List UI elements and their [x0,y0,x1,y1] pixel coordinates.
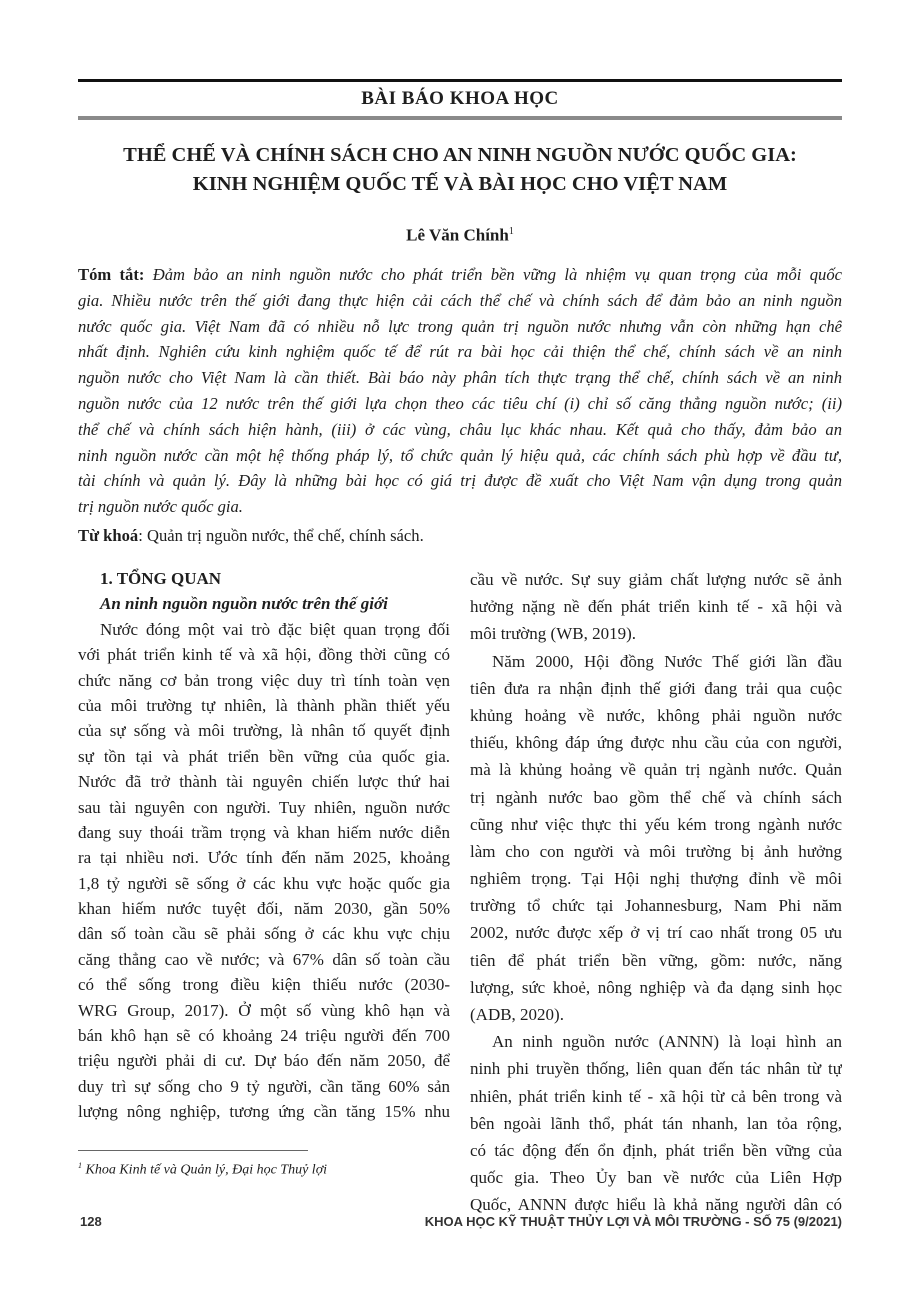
text-line [78,262,842,288]
header-rule-top [78,79,842,82]
text-line: 1,8 tỷ người sẽ sống ở các khu vực hoặc quốc gia [78,873,450,893]
text-line: ninh phi truyền thống, liên quan đến tác nhân từ tự [470,1059,842,1079]
text-line: nhất định. Nghiên cứu kinh nghiệm quốc tế để rút ra bài học cải thiện thể chế, chính sách về an ninh [78,342,842,362]
text-line: nguồn nước cho Việt Nam là cần thiết. Bài báo này phân tích thực trạng thể chế, chính sách về an ninh [78,368,842,388]
journal-name: KHOA HỌC KỸ THUẬT THỦY LỢI VÀ MÔI TRƯỜNG - SỐ 75 (9/2021) [424,1214,842,1229]
text-line: (ADB, 2020). [470,1005,564,1024]
text-line: cũng như việc thực thi yếu kém trong ngành nước [470,814,842,834]
text-line: nhiên, phát triển kinh tế - xã hội từ cả bên trong và [470,1086,842,1106]
footnote-text: Khoa Kinh tế và Quản lý, Đại học Thuỷ lợi [82,1162,328,1178]
author-note-mark: 1 [508,226,514,237]
text-line: đang suy thoái trầm trọng và khan hiếm nước diễn [78,822,450,842]
text-line: bên ngoài lãnh thổ, phát tán nhanh, lan tỏa rộng, [470,1113,842,1133]
text-line: của môi trường tự nhiên, là thành phần thiết yếu [78,695,450,715]
text-line: quốc gia. Theo Ủy ban về nước của Liên Hợp [470,1168,842,1188]
header-rule-bottom [78,116,842,120]
title-line: THỂ CHẾ VÀ CHÍNH SÁCH CHO AN NINH NGUỒN NƯỚC QUỐC GIA: [123,144,797,166]
text-line: sự tồn tại và phát triển bền vững của quốc gia. [78,746,450,766]
author [78,221,842,247]
text-line: thiếu, không đáp ứng được nhu cầu của con người, [470,733,842,753]
text-line: làm cho con người và môi trường bị ảnh hưởng [470,841,842,861]
section-heading: 1. TỔNG QUAN [100,569,222,588]
keywords [78,523,842,549]
text-line: với phát triển kinh tế và xã hội, đồng thời cũng có [78,645,450,665]
text-line: Nước đóng một vai trò đặc biệt quan trọng đối [100,619,450,639]
text-line: dân số toàn cầu sẽ phải sống ở các khu vực chịu [78,924,450,944]
text-line: của sự sống và môi trường, là nhân tố quyết định [78,721,450,741]
text-line: mà là khủng hoảng về quản trị ngành nước. Quản [470,760,842,780]
text-line: trường tổ chức tại Johannesburg, Nam Phi năm [470,896,842,916]
abstract-label: Tóm tắt: [78,265,145,284]
text-line: bán khô hạn sẽ có khoảng 24 triệu người đến 700 [78,1026,450,1046]
text-line: sau tài nguyên con người. Tuy nhiên, nguồn nước [78,797,450,817]
text-line: trị nguồn nước quốc gia. [78,497,243,517]
text-line: ninh nguồn nước cần một hệ thống pháp lý, tổ chức quản lý hiệu quả, các chính sách phù hợp về đầu tư, [78,445,842,465]
text-line: thể chế và chính sách hiện hành, (iii) ở các vùng, châu lục khác nhau. Kết quả cho thấy, đảm bảo an [78,419,842,439]
author-name: Lê Văn Chính [406,225,509,245]
footnote-rule [78,1150,308,1151]
page-number: 128 [80,1214,102,1229]
text-line: chức năng cơ bản trong việc duy trì tính toàn vẹn [78,670,450,690]
keywords-text: : Quản trị nguồn nước, thể chế, chính sách. [138,526,424,545]
abstract [78,262,842,520]
text-line: nghiêm trọng. Tại Hội nghị thượng đỉnh về môi [470,869,842,889]
right-column [470,566,842,1219]
keywords-label: Từ khoá [78,526,139,545]
text-line: môi trường (WB, 2019). [470,624,636,644]
text-line: Quốc, ANNN được hiểu là khả năng người dân có [470,1195,842,1215]
text-line: Nước đã trở thành tài nguyên chiến lược thứ hai [78,772,450,792]
footnote-mark: 1 [78,1161,82,1170]
text-line: căng thẳng cao về nước; và 67% dân số toàn cầu [78,949,450,969]
text-line: có thể sống trong điều kiện thiếu nước (2030- [78,975,450,995]
text-line: lượng nông nghiệp, tương ứng cần tăng 15% nhu [78,1102,450,1122]
text-line: tiên đưa ra nhận định thế giới đang trải qua cuộc [470,678,842,698]
text-line: tiên để phát triển bền vững, gồm: nước, năng [470,950,842,970]
text-line: An ninh nguồn nước (ANNN) là loại hình an [492,1032,842,1052]
text-line: gia. Nhiều nước trên thế giới đang thực hiện cải cách thể chế và chính sách để đảm bảo an ninh nguồn [78,290,842,310]
text-line: nước quốc gia. Việt Nam đã có nhiều nỗ lực trong quản trị nguồn nước nhưng vẫn còn những hạn chế [78,316,842,336]
text-line: 2002, nước được xếp ở vị trí cao nhất trong 05 ưu [470,923,842,943]
text-line: trị ngành nước bao gồm thể chế và chính sách [470,787,842,807]
text-line: ra tại nhiều nơi. Ước tính đến năm 2025, khoảng [78,848,450,868]
subsection-heading: An ninh nguồn nguồn nước trên thế giới [100,594,388,614]
text-line: tài chính và quản lý. Đây là những bài học có giá trị được đề xuất cho Việt Nam vận dụng trong quản [78,471,842,491]
text-line: Năm 2000, Hội đồng Nước Thế giới lần đầu [492,651,842,671]
title-line: KINH NGHIỆM QUỐC TẾ VÀ BÀI HỌC CHO VIỆT NAM [192,173,728,195]
text-line: nguồn nước của 12 nước trên thế giới lựa chọn theo các tiêu chí (i) chỉ số căng thẳng nguồn nước; (ii) [78,393,842,413]
text-line: lượng, sức khoẻ, nông nghiệp và đa dạng sinh học [470,977,842,997]
footnote [78,1157,327,1180]
abstract-text: Đảm bảo an ninh nguồn nước cho phát triển bền vững là nhiệm vụ quan trọng của mỗi quốc [144,265,842,284]
article-title [78,141,842,199]
text-line: triệu người phải di cư. Dự báo đến năm 2050, để [78,1051,450,1071]
section-label: BÀI BÁO KHOA HỌC [361,88,559,109]
text-line: hưởng nặng nề đến phát triển kinh tế - xã hội và [470,597,842,617]
text-line: khủng hoảng về nước, không phải nguồn nước [470,705,842,725]
left-column [78,566,450,1125]
text-line: khan hiếm nước tuyệt đối, năm 2030, gần 50% [78,899,450,919]
text-line: cầu về nước. Sự suy giảm chất lượng nước sẽ ảnh [470,570,842,589]
text-line: có tác động đến ổn định, phát triển bền vững của [470,1140,842,1160]
text-line: duy trì sự sống cho 9 tỷ người, cần tăng 60% sản [78,1076,450,1096]
text-line: WRG Group, 2017). Ở một số vùng khô hạn và [78,1000,450,1020]
